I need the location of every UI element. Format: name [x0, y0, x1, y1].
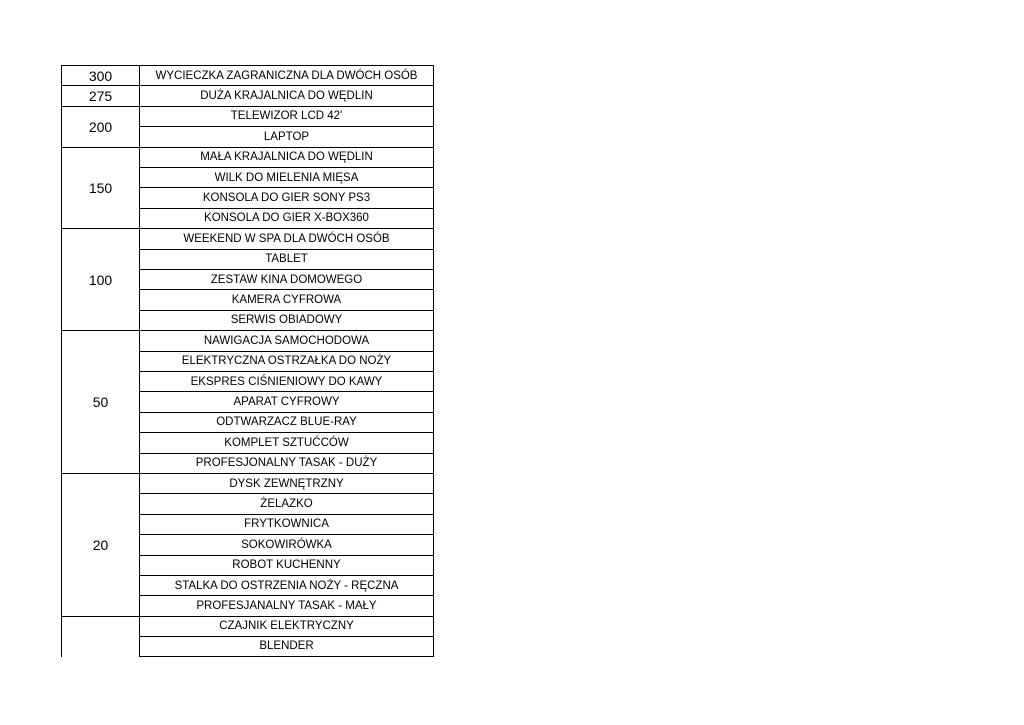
prize-item: KOMPLET SZTUĆCÓW: [139, 432, 434, 452]
prize-items: [139, 65, 434, 85]
prize-group: [61, 106, 434, 147]
prize-item: ZESTAW KINA DOMOWEGO: [139, 269, 434, 289]
prize-items: [139, 147, 434, 229]
prize-item: FRYTKOWNICA: [139, 514, 434, 534]
prize-group: [61, 330, 434, 473]
prize-group: [61, 228, 434, 330]
prize-group: [61, 473, 434, 616]
prize-item: ELEKTRYCZNA OSTRZAŁKA DO NOŻY: [139, 351, 434, 371]
points-cell: [61, 616, 139, 657]
prize-items: [139, 228, 434, 330]
points-cell: 275: [61, 85, 139, 105]
prize-item: WYCIECZKA ZAGRANICZNA DLA DWÓCH OSÓB: [139, 65, 434, 85]
prize-item: LAPTOP: [139, 126, 434, 146]
prize-group: [61, 616, 434, 657]
prize-item: PROFESJANALNY TASAK - MAŁY: [139, 595, 434, 615]
prize-items: [139, 106, 434, 147]
prize-item: KONSOLA DO GIER SONY PS3: [139, 187, 434, 207]
prize-item: STALKA DO OSTRZENIA NOŻY - RĘCZNA: [139, 575, 434, 595]
prize-items: [139, 473, 434, 616]
prize-item: NAWIGACJA SAMOCHODOWA: [139, 330, 434, 350]
prize-item: MAŁA KRAJALNICA DO WĘDLIN: [139, 147, 434, 167]
prize-item: ŻELAZKO: [139, 493, 434, 513]
points-cell: 20: [61, 473, 139, 616]
points-cell: 150: [61, 147, 139, 229]
points-cell: 300: [61, 65, 139, 85]
prize-item: ROBOT KUCHENNY: [139, 555, 434, 575]
prize-item: TELEWIZOR LCD 42': [139, 106, 434, 126]
points-cell: 100: [61, 228, 139, 330]
prize-group: [61, 65, 434, 85]
prize-item: SERWIS OBIADOWY: [139, 310, 434, 330]
prize-group: [61, 85, 434, 105]
prize-table: [61, 65, 434, 656]
prize-item: TABLET: [139, 249, 434, 269]
prize-item: APARAT CYFROWY: [139, 391, 434, 411]
prize-items: [139, 616, 434, 657]
prize-item: DYSK ZEWNĘTRZNY: [139, 473, 434, 493]
prize-item: EKSPRES CIŚNIENIOWY DO KAWY: [139, 371, 434, 391]
prize-item: PROFESJONALNY TASAK - DUŻY: [139, 453, 434, 473]
prize-item: ODTWARZACZ BLUE-RAY: [139, 412, 434, 432]
prize-group: [61, 147, 434, 229]
prize-item: WEEKEND W SPA DLA DWÓCH OSÓB: [139, 228, 434, 248]
points-cell: 200: [61, 106, 139, 147]
prize-item: SOKOWIRÓWKA: [139, 534, 434, 554]
prize-items: [139, 85, 434, 105]
prize-item: CZAJNIK ELEKTRYCZNY: [139, 616, 434, 636]
prize-item: KAMERA CYFROWA: [139, 289, 434, 309]
prize-item: DUŻA KRAJALNICA DO WĘDLIN: [139, 85, 434, 105]
points-cell: 50: [61, 330, 139, 473]
prize-item: KONSOLA DO GIER X-BOX360: [139, 208, 434, 228]
prize-item: BLENDER: [139, 636, 434, 656]
prize-item: WILK DO MIELENIA MIĘSA: [139, 167, 434, 187]
prize-items: [139, 330, 434, 473]
